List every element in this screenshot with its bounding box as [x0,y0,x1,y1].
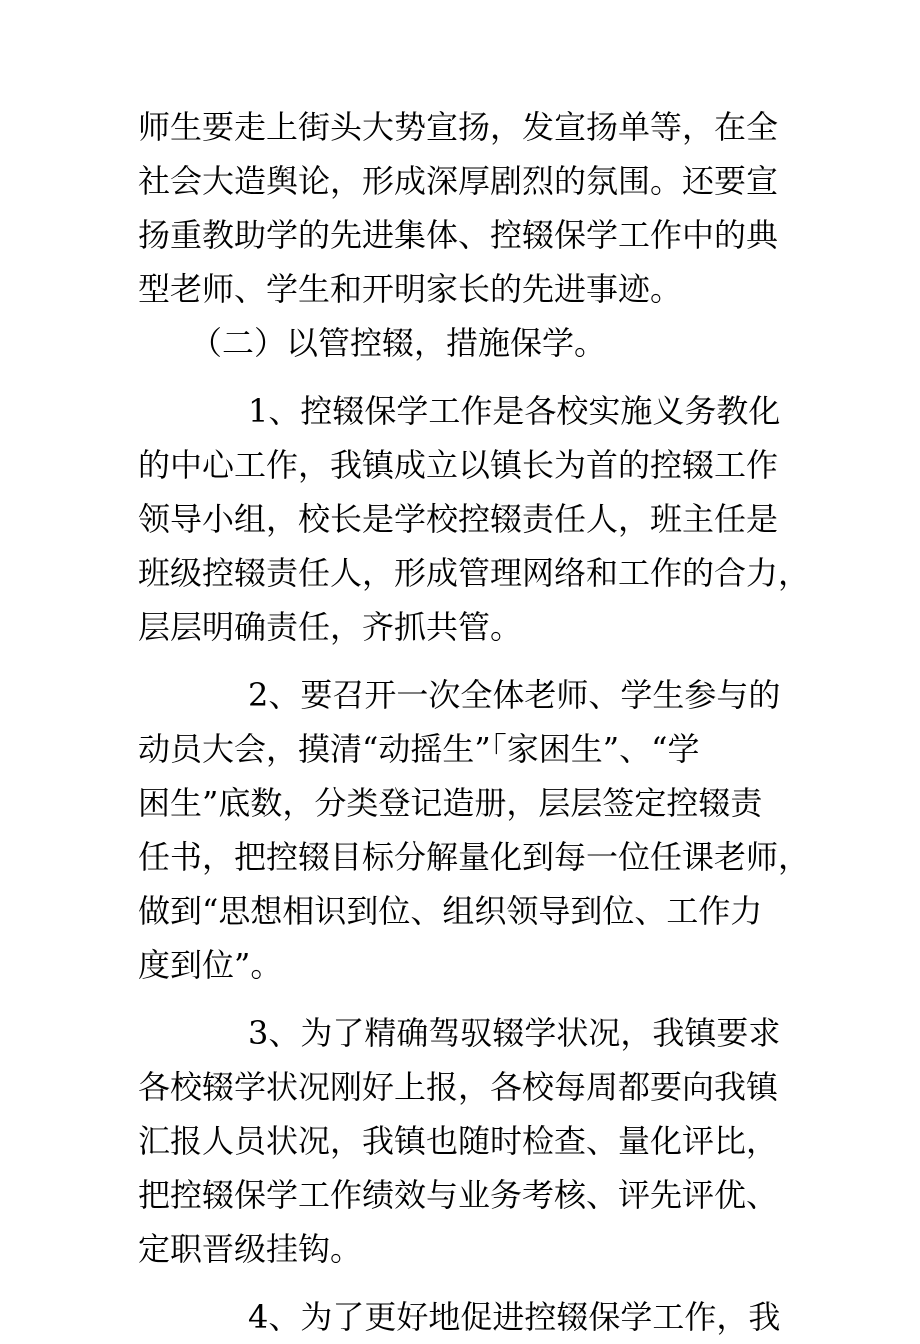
text-line: 2、要召开一次全体老师、学生参与的 [248,676,781,714]
text-line: 领导小组，校长是学校控辍责任人，班主任是 [138,500,779,538]
text-line: 困生”底数，分类登记造册，层层签定控辍责 [138,784,763,822]
text-line: 把控辍保学工作绩效与业务考核、评先评优、 [138,1176,779,1214]
text-line: 4、为了更好地促进控辍保学工作，我 [248,1298,781,1336]
text-line: 的中心工作，我镇成立以镇长为首的控辍工作 [138,446,779,484]
text-line: 各校辍学状况刚好上报，各校每周都要向我镇 [138,1068,779,1106]
text-line: 扬重教助学的先进集体、控辍保学工作中的典 [138,216,779,254]
text-line: 社会大造舆论，形成深厚剧烈的氛围。还要宣 [138,162,779,200]
item-4-paragraph [138,1290,788,1344]
text-line: 1、控辍保学工作是各校实施义务教化 [248,392,781,430]
text-line: 动员大会，摸清“动摇生”「家困生”、“学 [138,730,700,768]
item-3-paragraph [138,1006,788,1276]
item-2-paragraph [138,668,811,992]
text-line: 定职晋级挂钩。 [138,1230,363,1268]
text-line: 型老师、学生和开明家长的先进事迹。 [138,270,683,308]
intro-paragraph [138,100,788,316]
text-line: 度到位”。 [138,946,283,984]
text-line: 做到“思想相识到位、组织领导到位、工作力 [138,892,763,930]
text-line: 师生要走上街头大势宣扬，发宣扬单等，在全 [138,108,779,146]
text-line: 班级控辍责任人，形成管理网络和工作的合力， [138,554,811,592]
text-line: 3、为了精确驾驭辍学状况，我镇要求 [248,1014,781,1052]
item-1-paragraph [138,384,811,654]
document-body [138,100,811,1344]
text-line: 汇报人员状况，我镇也随时检查、量化评比， [138,1122,779,1160]
section-heading: （二）以管控辍，措施保学。 [190,324,607,362]
text-line: 层层明确责任，齐抓共管。 [138,608,523,646]
text-line: 任书，把控辍目标分解量化到每一位任课老师， [138,838,811,876]
